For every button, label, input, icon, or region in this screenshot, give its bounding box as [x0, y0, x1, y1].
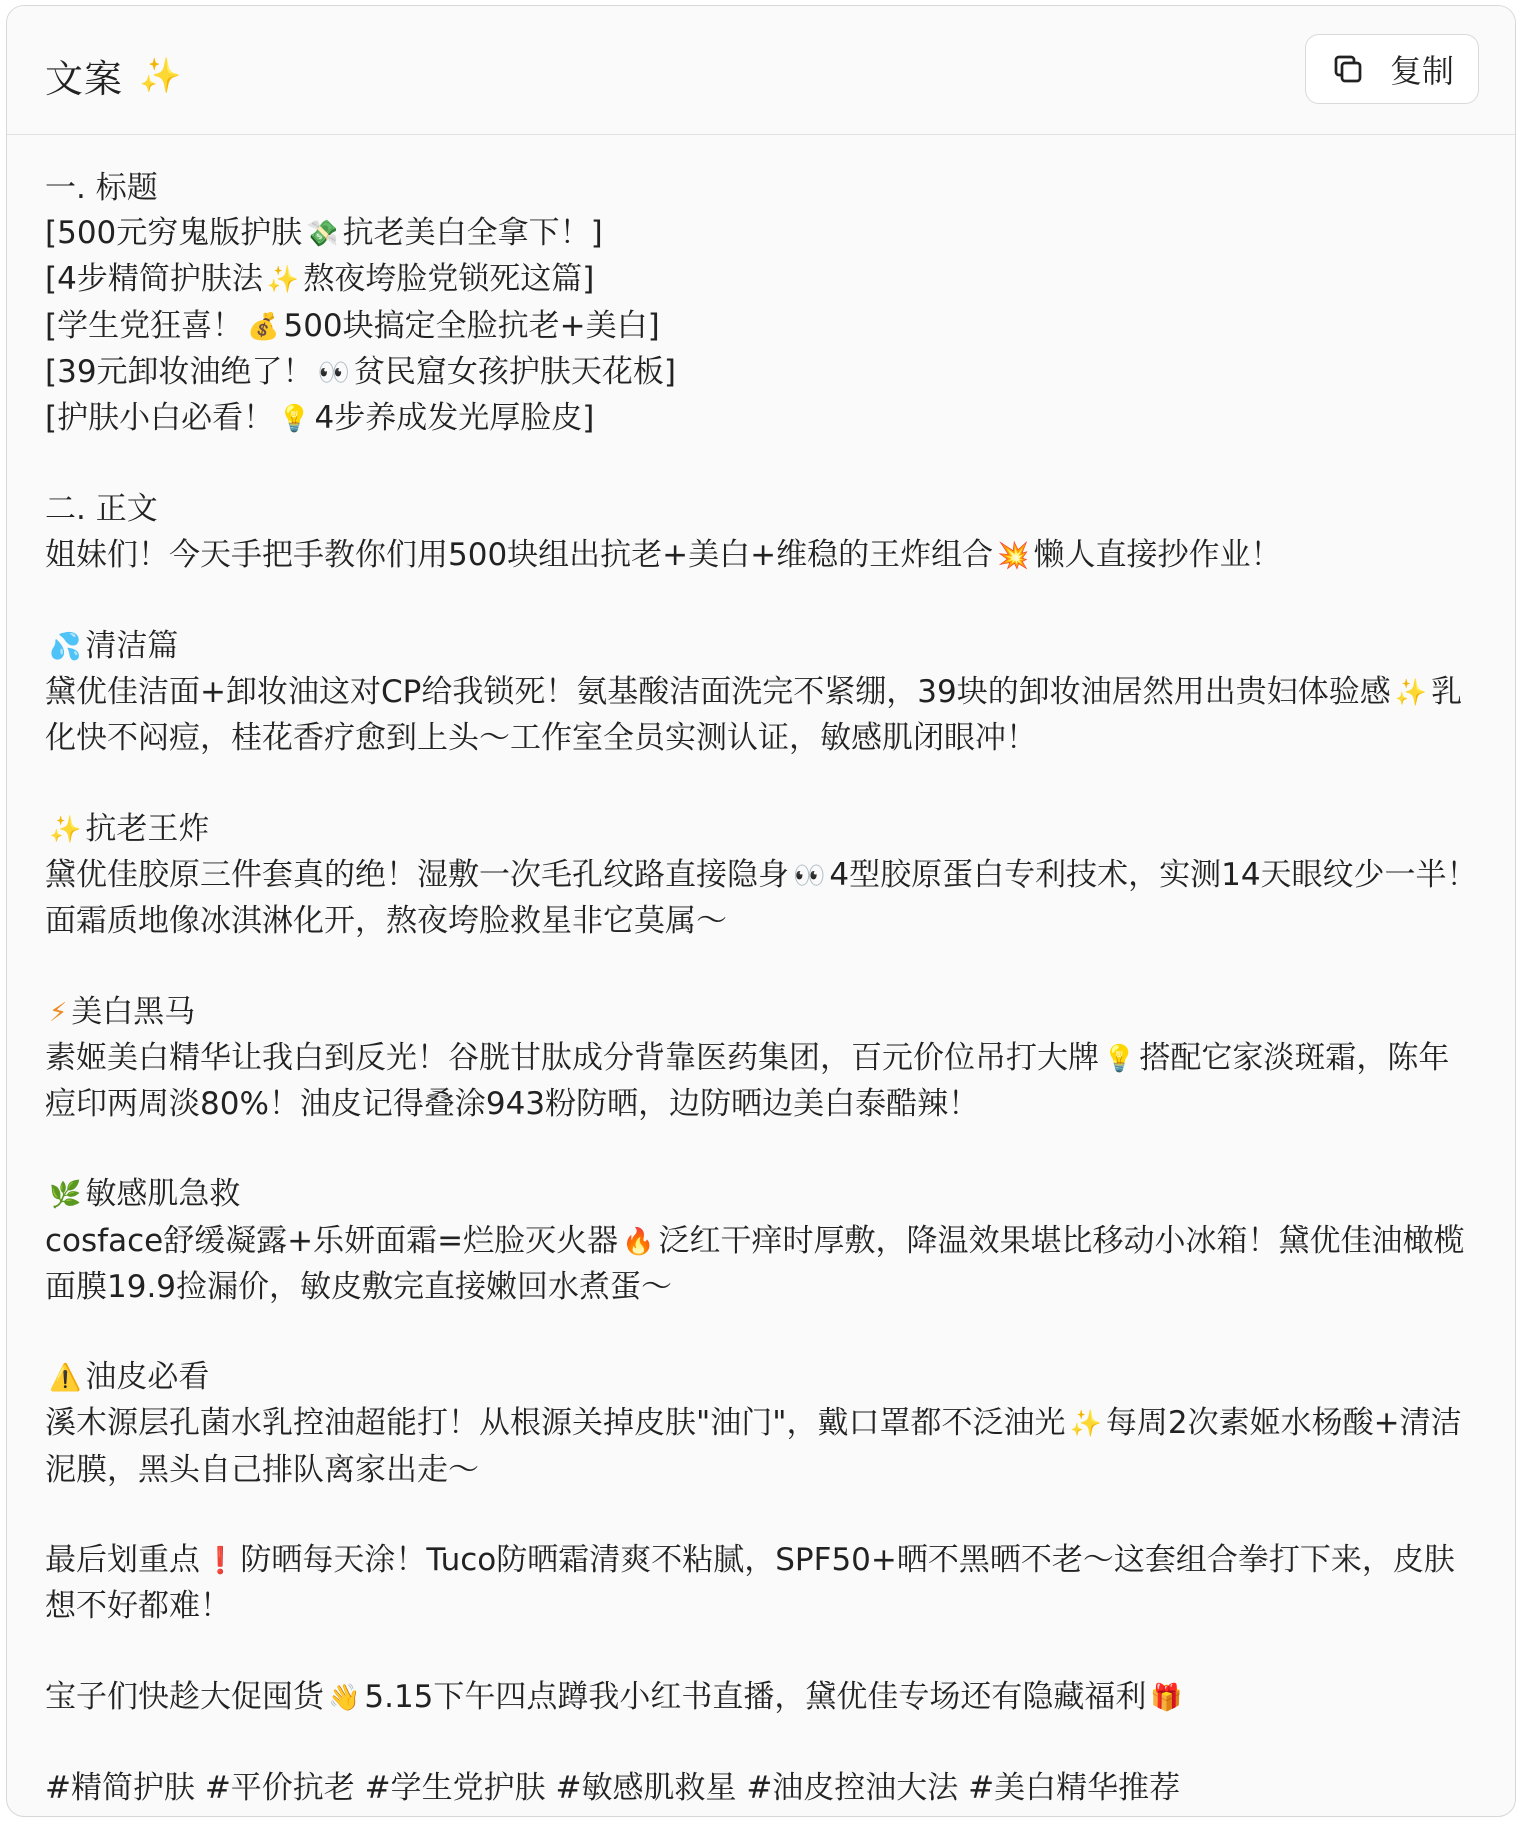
title-option-5: [护肤小白必看！ 💡 4步养成发光厚脸皮]: [45, 396, 1479, 442]
sparkles-icon: ✨: [139, 55, 183, 96]
copy-button[interactable]: [1305, 34, 1479, 104]
light-bulb-icon: 💡: [278, 404, 311, 435]
copy-button-label: 复制: [1389, 52, 1454, 90]
eyes-icon: 👀: [793, 861, 826, 891]
exclamation-icon: ❗: [204, 1545, 237, 1576]
paragraph-sensitive: cosface舒缓凝露+乐妍面霜=烂脸灭火器 🔥 泛红干痒时厚敷，降温效果堪比移动小冰箱！黛优佳油橄榄面膜19.9捡漏价，敏皮敷完直接嫩回水煮蛋～: [45, 1219, 1479, 1310]
paragraph-summary: 最后划重点 ❗ 防晒每天涂！Tuco防晒霜清爽不粘腻，SPF50+晒不黑晒不老～这套组合拳打下来，皮肤想不好都难！: [45, 1538, 1479, 1629]
light-bulb-icon: 💡: [1103, 1043, 1136, 1074]
paragraph-whitening: 素姬美白精华让我白到反光！谷胱甘肽成分背靠医药集团，百元价位吊打大牌 💡 搭配它家淡斑霜，陈年痘印两周淡80%！油皮记得叠涂943粉防晒，边防晒边美白泰酷辣！: [45, 1036, 1479, 1127]
collision-icon: 💥: [997, 540, 1030, 571]
sparkles-icon: ✨: [49, 814, 82, 845]
lightning-icon: ⚡: [49, 997, 68, 1028]
paragraph-oily: 溪木源层孔菌水乳控油超能打！从根源关掉皮肤"油门"，戴口罩都不泛油光 ✨ 每周2次素姬水杨酸+清洁泥膜，黑头自己排队离家出走～: [45, 1401, 1479, 1492]
card-header: [7, 6, 1515, 135]
hashtags: #精简护肤 #平价抗老 #学生党护肤 #敏感肌救星 #油皮控油大法 #美白精华推荐: [45, 1769, 1181, 1806]
waving-hand-icon: 👋: [328, 1682, 361, 1713]
sweat-droplets-icon: 💦: [49, 632, 82, 662]
section-heading-body: 二. 正文: [45, 491, 158, 528]
title-option-3: [学生党狂喜！ 💰 500块搞定全脸抗老+美白]: [45, 304, 1479, 350]
gift-icon: 🎁: [1150, 1682, 1183, 1713]
copy-content: [45, 166, 1479, 1811]
subheading-whitening: ⚡ 美白黑马: [45, 990, 1479, 1036]
section-heading-titles: 一. 标题: [45, 170, 158, 206]
herb-icon: 🌿: [49, 1180, 82, 1211]
sparkles-icon: ✨: [1394, 678, 1428, 709]
subheading-antiage: ✨ 抗老王炸: [45, 807, 1479, 853]
title-option-4: [39元卸妆油绝了！ 👀 贫民窟女孩护肤天花板]: [45, 350, 1479, 396]
subheading-sensitive: 🌿 敏感肌急救: [45, 1172, 1479, 1218]
body-intro: 姐妹们！今天手把手教你们用500块组出抗老+美白+维稳的王炸组合 💥 懒人直接抄作业！: [45, 533, 1479, 579]
money-wings-icon: 💸: [306, 219, 339, 250]
copywriting-card: [6, 5, 1516, 1817]
title-option-2: [4步精简护肤法 ✨ 熬夜垮脸党锁死这篇]: [45, 257, 1479, 303]
fire-icon: 🔥: [622, 1226, 655, 1257]
sparkles-icon: ✨: [266, 265, 300, 296]
subheading-oily: ⚠️ 油皮必看: [45, 1355, 1479, 1401]
paragraph-clean: 黛优佳洁面+卸妆油这对CP给我锁死！氨基酸洁面洗完不紧绷，39块的卸妆油居然用出贵妇体验感 ✨ 乳化快不闷痘，桂花香疗愈到上头～工作室全员实测认证，敏感肌闭眼冲！: [45, 670, 1479, 761]
subheading-clean: 💦 清洁篇: [45, 624, 1479, 670]
paragraph-antiage: 黛优佳胶原三件套真的绝！湿敷一次毛孔纹路直接隐身 👀 4型胶原蛋白专利技术，实测14天眼纹少一半！面霜质地像冰淇淋化开，熬夜垮脸救星非它莫属～: [45, 853, 1479, 944]
copy-icon: [1330, 51, 1366, 87]
card-title: [45, 48, 182, 103]
sparkles-icon: ✨: [1069, 1409, 1102, 1440]
eyes-icon: 👀: [317, 357, 350, 388]
title-option-1: [500元穷鬼版护肤 💸 抗老美白全拿下！]: [45, 211, 1479, 257]
warning-icon: ⚠️: [49, 1363, 82, 1394]
card-title-text: 文案: [45, 57, 124, 101]
paragraph-promo: 宝子们快趁大促囤货 👋 5.15下午四点蹲我小红书直播，黛优佳专场还有隐藏福利 🎁: [45, 1675, 1479, 1721]
money-bag-icon: 💰: [247, 311, 280, 342]
